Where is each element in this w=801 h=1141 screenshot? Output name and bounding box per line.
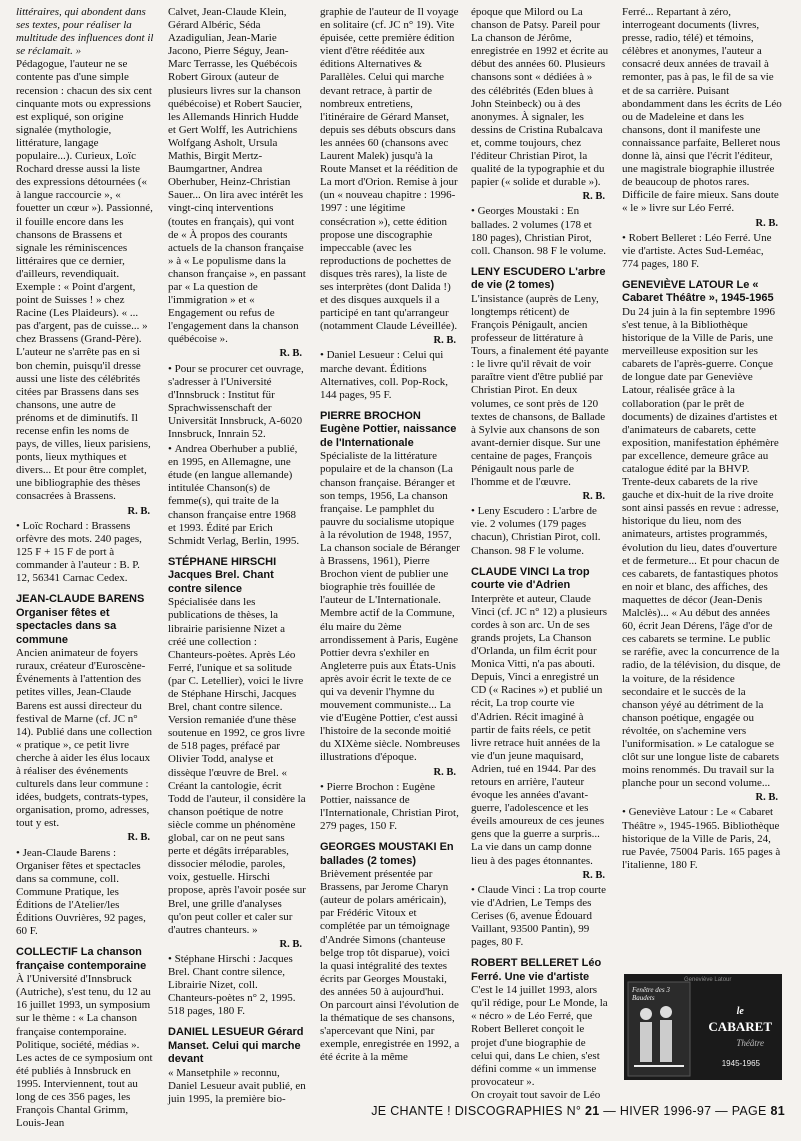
paragraph: Ferré... Repartant à zéro, interrogeant documents (livres, presse, radio, télé) et témoins, célèbres et anonymes, l'auteur a consacré deux années de travail à remonter, pas à pas, le fil de sa vie et de sa carrière. Puisant abondamment dans les écrits de Léo ou de Madeleine et dans les chansons, dont il manifeste une connaissance parfaite, Belleret nous donne là, ainsi que l'écrit l'éditeur, une magistrale biographie illustrée de beaucoup de photos rares. Difficile de faire mieux. Sans doute « le » livre sur Léo Ferré. <box>622 6 782 215</box>
signature: R. B. <box>582 191 605 203</box>
column-1 <box>16 6 154 1130</box>
reference-entry: • Claude Vinci : La trop courte vie d'Adrien, Le Temps des Cerises (6, avenue Édouard Vaillant, 93500 Pantin), 99 pages, 80 F. <box>471 884 609 949</box>
cabaret-poster-image <box>624 974 782 1080</box>
column-3 <box>320 6 460 1091</box>
poster-left-label: Fenêtre des 3 Baudets <box>632 986 670 1002</box>
article-heading: LENY ESCUDERO L'arbre de vie (2 tomes) <box>471 265 606 292</box>
column-5 <box>622 6 782 1091</box>
reference-entry: • Daniel Lesueur : Celui qui marche devant. Éditions Alternatives, coll. Pop-Rock, 144 pages, 95 F. <box>320 349 460 401</box>
column-4 <box>471 6 609 1101</box>
poster-years: 1945-1965 <box>721 1059 760 1068</box>
signature: R. B. <box>279 938 302 950</box>
poster-title-line-1: le <box>736 1006 744 1017</box>
paragraph: Brièvement présentée par Brassens, par Jerome Charyn (auteur de polars américain), par Frédéric Vitoux et complétée par un témoignage d'Andrée Simons (chanteuse belge trop tôt disparue), voici la quasi intégralité des textes écrits par Georges Moustaki, des années 50 à aujourd'hui. On parcourt ainsi l'évolution de la thématique de ses chansons, s'apercevant que Nini, par exemple, enregistrée en 1992, a été écrite à la même <box>320 868 460 1064</box>
paragraph: Interprète et auteur, Claude Vinci (cf. JC n° 12) a plusieurs cordes à son arc. Un de ses grands projets, La Chanson d'Orlanda, un film écrit pour Monica Vitti, n'a pas abouti. Depuis, Vinci a enregistré un CD (« Racines ») et publié un récit, La trop courte vie d'Adrien. Récit imaginé à partir de faits réels, ce petit livre retrace huit années de la vie d'un jeune maquisard, Adrien, tué en 1944. Par des retours en arrière, l'auteur évoque les années d'avant-guerre, l'adolescence et les éveils amoureux de ces jeunes gens que la guerre a surpris... La vie dans un camp donne lieu à des pages étonnantes. <box>471 592 608 867</box>
reference-entry: • Geneviève Latour : Le « Cabaret Théâtre », 1945-1965. Bibliothèque historique de la Ville de Paris, 24, rue Pavée, 75004 Paris. 165 pages à l'italienne, 180 F. <box>622 806 782 871</box>
signature: R. B. <box>582 869 605 881</box>
signature: R. B. <box>433 335 456 347</box>
column-2 <box>168 6 306 1106</box>
reference-entry: • Robert Belleret : Léo Ferré. Une vie d'artiste. Actes Sud-Leméac, 774 pages, 180 F. <box>622 232 782 271</box>
signature: R. B. <box>127 505 150 517</box>
paragraph: Calvet, Jean-Claude Klein, Gérard Albéric, Séda Azadigulian, Jean-Marie Jacono, Pierre Séguy, Jean-Marc Terrasse, les Québécois Robert Giroux (auteur de plusieurs livres sur la chanson québécoise) et Robert Saucier, les Allemands Hinrich Hudde et Gert Wolff, les Autrichiens Wolfgang Asholt, Ursula Mathis, Birgit Mertz-Baumgartner, Andrea Oberhuber, Heinz-Christian Sauer... On lira avec intérêt les vingt-cinq interventions (toutes en français), qui vont de « À propos des courants actuels de la chanson française » à « Le populisme dans la chanson française », en passant par « La question de l'immigration » et « Engagement ou refus de l'engagement dans la chanson québécoise ». <box>168 6 306 346</box>
paragraph: Spécialisée dans les publications de thèses, la librairie parisienne Nizet a créé une collection : Chanteurs-poètes. Après Léo Ferré, l'unique et sa solitude (par C. Letellier), voici le livre de Stéphane Hirschi, Jacques Brel, chant contre silence. Version remaniée d'une thèse soutenue en 1992, ce gros livre de 518 pages, préfacé par Olivier Todd, analyse et dissèque l'œuvre de Brel. « Créant la cantologie, écrit Todd de l'auteur, il considère la chanson poétique de notre siècle comme un phénomène global, car on ne peut sans perte et dégâts irréparables, dissocier mélodie, paroles, voix, gestuelle. Hirschi propose, après l'avoir posée sur Brel, une grille d'analyses qu'on peut coller et caler sur d'autres chanteurs. » <box>168 596 306 936</box>
reference-entry: • Georges Moustaki : En ballades. 2 volumes (178 et 180 pages), Christian Pirot, coll. Chanson. 98 F le volume. <box>471 205 609 257</box>
article-heading: STÉPHANE HIRSCHI Jacques Brel. Chant contre silence <box>168 555 277 595</box>
paragraph: littéraires, qui abondent dans ses textes, pour réaliser la multitude des influences dont il se réclamait. » <box>16 6 154 58</box>
signature: R. B. <box>582 491 605 503</box>
reference-entry: • Loïc Rochard : Brassens orfèvre des mots. 240 pages, 125 F + 15 F de port à commander à l'auteur : B. P. 12, 56341 Carnac Cedex. <box>16 520 154 585</box>
paragraph: À l'Université d'Innsbruck (Autriche), s'est tenu, du 12 au 16 juillet 1993, un symposium sur le thème : « La chanson française contemporaine. Politique, société, médias ». Les actes de ce symposium ont été publiés à Innsbruck en 1995. Interviennent, tout au long de ces 356 pages, les François Chantal Grimm, Louis-Jean <box>16 973 153 1130</box>
page-footer <box>0 1104 785 1118</box>
paragraph: Spécialiste de la littérature populaire et de la chanson (La chanson française. Béranger et son temps, 1956, La chanson française. Le pamphlet du pauvre du socialisme utopique à la révolution de 1948, 1957, La chanson sociale de Béranger à Brassens, 1961), Pierre Brochon vient de publier une biographie très fouillée de l'auteur de L'Internationale. Membre actif de la Commune, élu maire du 2ème arrondissement à Paris, Eugène Pottier devra s'exhiler en Angleterre puis aux États-Unis après avoir écrit le texte de ce qui va devenir l'hymne du mouvement communiste... La vie d'Eugène Pottier, c'est aussi l'histoire de la seconde moitié du XIXème siècle. Nombreuses illustrations d'époque. <box>320 450 460 764</box>
signature: R. B. <box>127 832 150 844</box>
footer-prefix: JE CHANTE ! DISCOGRAPHIES N° <box>371 1104 582 1118</box>
signature: R. B. <box>755 792 778 804</box>
paragraph: L'insistance (auprès de Leny, longtemps réticent) de François Pénigault, ancien professeur de littérature à Tours, a finalement été payante : le livre qu'il rêvait de voir paraître vient d'être publié par Christian Pirot. En deux volumes, ce sont près de 120 textes de chansons, de Ballade à Sylvie aux chansons de son avant-dernier disque. Sur une centaine de pages, François Pénigault nous parle de l'homme et de l'œuvre. <box>471 292 609 489</box>
paragraph: graphie de l'auteur de Il voyage en solitaire (cf. JC n° 19). Vite épuisée, cette première édition vient d'être rééditée aux éditions Alternatives & Parallèles. Celui qui marche devant retrace, à partir de nombreux entretiens, l'itinéraire de Gérard Manset, depuis ses débuts obscurs dans les années 60 (chansons avec Laurent Malek) jusqu'à la Route Manset et la réédition de La mort d'Orion. Remise à jour (un « nouveau chapitre : 1996-1997 : une légitime consécration »), cette édition propose une discographie impeccable (avec les reproductions de pochettes de disques très rares), la liste de ses interprètes (dont Dalida !) et des disques auxquels il a participé en tant qu'arrangeur (notamment Claude Léveillée). <box>320 6 459 333</box>
article-heading: JEAN-CLAUDE BARENS Organiser fêtes et spectacles dans sa commune <box>16 593 145 646</box>
article-heading: DANIEL LESUEUR Gérard Manset. Celui qui marche devant <box>168 1026 304 1066</box>
paragraph: Du 24 juin à la fin septembre 1996 s'est tenue, à la Bibliothèque historique de la Ville de Paris, une merveilleuse exposition sur les cabarets de l'après-guerre. Conçue de longue date par Geneviève Latour, réalisée grâce à la collaboration (par le prêt de documents) de dizaines d'artistes et d'animateurs de cabarets, cette exposition, manifestation éphémère par excellence, demeure grâce au catalogue édité par la BHVP. Trente-deux cabarets de la rive gauche et dix-huit de la rive droite sont ainsi passés en revue : adresse, historique du lieu, nom des animateurs, artistes programmés, évolution du lieu, dates d'ouverture et de fermeture... Et pour chacun de ces cabarets, de fantastiques photos en noir et blanc, des affiches, des maquettes de décor (Jean-Denis Malclès)... « Au début des années 60, écrit Jean Dérens, l'âge d'or de ces cabarets se termine. Le public se raréfie, avec la concurrence de la radio, de la télévision, du disque, de la voiture, de la résidence secondaire et le succès de la chanson yéyé au détriment de la chanson poétique, engagée ou révoltée, on s'achemine vers l'uniformisation. » Le catalogue se clôt sur une longue liste de cabarets moins renommés. Du travail sur la planche pour un second volume... <box>622 305 781 790</box>
paragraph: « Mansetphile » reconnu, Daniel Lesueur avait publié, en juin 1995, la première bio- <box>168 1066 306 1106</box>
article-heading: GEORGES MOUSTAKI En ballades (2 tomes) <box>320 841 454 867</box>
poster-title-line-2: CABARET <box>708 1019 772 1034</box>
reference-entry: • Andrea Oberhuber a publié, en 1995, en Allemagne, une étude (en langue allemande) intitulée Chanson(s) de femme(s), qui traite de la chanson française entre 1968 et 1993. Édité par Erich Schmidt Verlag, Berlin, 1995. <box>168 443 306 548</box>
article-heading: PIERRE BROCHON Eugène Pottier, naissance de l'Internationale <box>320 409 457 449</box>
paragraph: Pédagogue, l'auteur ne se contente pas d'une simple recension : chacun des six cent cinquante mots ou expressions est expliqué, son origine signalée (mythologie, littérature, langage populaire...). Curieux, Loïc Rochard dresse aussi la liste des expressions détournées (« à langue raccourcie », « fouetter un cœur »). Passionné, il fouille encore dans les chansons de Brassens et signale les réminiscences littéraires que ce dernier, d'ailleurs, revendiquait. Exemple : « Point d'argent, point de Suisses ! » chez Racine (Les Plaideurs). « ... pas d'argent, pas de cuisse... » chez Brassens (Grand-Père). L'auteur ne s'arrête pas en si bon chemin, puisqu'il dresse aussi une liste des célébrités citées par Brassens dans ses chansons, une autre de prénoms et de diminutifs. Il recense enfin les noms de pays, de villes, lieux parisiens, ponts, lieux mythiques et divers... Et pour être complet, une bibliographie des thèses consacrées à Brassens. <box>16 58 153 503</box>
reference-entry: • Pour se procurer cet ouvrage, s'adresser à l'Université d'Innsbruck : Institut für Sprachwissenschaft der Universität Innsbruck, A-6020 Innsbruck, Innrain 52. <box>168 363 306 442</box>
footer-page-label: PAGE <box>731 1104 767 1118</box>
poster-subtitle: Théâtre <box>736 1038 764 1048</box>
poster-author: Geneviève Latour <box>684 977 732 983</box>
signature: R. B. <box>433 766 456 778</box>
signature: R. B. <box>279 348 302 360</box>
signature: R. B. <box>755 217 778 229</box>
reference-entry: • Pierre Brochon : Eugène Pottier, naissance de l'Internationale, Christian Pirot, 279 pages, 150 F. <box>320 781 460 833</box>
footer-page-number: 81 <box>770 1104 785 1118</box>
footer-season: — HIVER 1996-97 — <box>603 1104 728 1118</box>
article-heading: ROBERT BELLERET Léo Ferré. Une vie d'artiste <box>471 957 602 983</box>
paragraph: Ancien animateur de foyers ruraux, créateur d'Euroscène-Événements à l'attention des petites villes, Jean-Claude Barens est aussi directeur du festival de Marne (cf. JC n° 14). Publié dans une collection « pratique », ce petit livre cherche à aider les élus locaux à réaliser des événements culturels dans leur commune : idées, budgets, contrats-types, organisation, promo, adresses, tout y est. <box>16 647 152 830</box>
article-heading: COLLECTIF La chanson française contemporaine <box>16 946 147 972</box>
paragraph: On croyait tout savoir de Léo <box>471 1088 601 1101</box>
article-heading: GENEVIÈVE LATOUR Le « Cabaret Théâtre », 1945-1965 <box>622 278 774 305</box>
reference-entry: • Leny Escudero : L'arbre de vie. 2 volumes (179 pages chacun), Christian Pirot, coll. Chanson. 98 F le volume. <box>471 505 609 557</box>
reference-entry: • Stéphane Hirschi : Jacques Brel. Chant contre silence, Librairie Nizet, coll. Chanteurs-poètes n° 2, 1995. 518 pages, 180 F. <box>168 953 306 1018</box>
article-heading: CLAUDE VINCI La trop courte vie d'Adrien <box>471 565 590 592</box>
paragraph: époque que Milord ou La chanson de Patsy. Pareil pour La chanson de Jérôme, enregistrée en 1992 et écrite au début des années 60. Plusieurs chansons sont « dédiées à » des célébrités (Eden blues à John Steinbeck) ou à des anonymes. À signaler, les dessins de Cristina Rubalcava et, comme toujours, chez l'éditeur Christian Pirot, la qualité de la typographie et du papier (« solide et durable »). <box>471 6 609 189</box>
reference-entry: • Jean-Claude Barens : Organiser fêtes et spectacles dans sa commune, coll. Commune Pratique, les Éditions de l'Atelier/les Éditions Ouvrières, 92 pages, 60 F. <box>16 847 154 939</box>
footer-issue: 21 <box>585 1104 600 1118</box>
poster-title <box>708 1004 772 1034</box>
paragraph: C'est le 14 juillet 1993, alors qu'il rédige, pour Le Monde, la « nécro » de Léo Ferré, que Robert Belleret conçoit le projet d'une biographie de celui qui, dans Le chien, s'est défini comme « un immense provocateur ». <box>471 984 608 1088</box>
